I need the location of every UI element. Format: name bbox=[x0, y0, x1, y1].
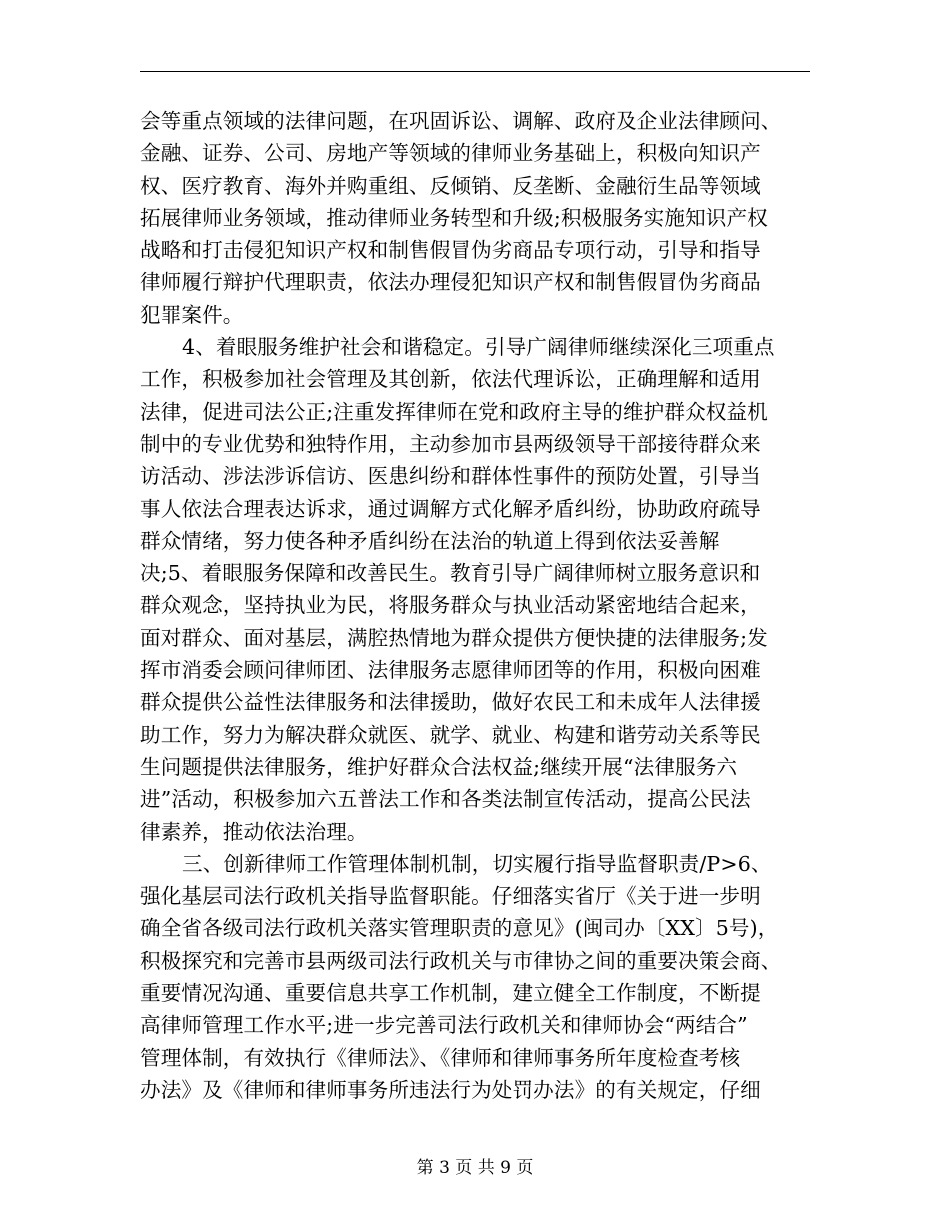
text-line: 挥市消委会顾问律师团、法律服务志愿律师团等的作用，积极向困难 bbox=[140, 658, 761, 683]
text-line: 权、医疗教育、海外并购重组、反倾销、反垄断、金融衍生品等领域 bbox=[140, 173, 761, 198]
text-line: 律师履行辩护代理职责，依法办理侵犯知识产权和制售假冒伪劣商品 bbox=[140, 270, 761, 295]
paragraph-start-line: 4、着眼服务维护社会和谐稳定。引导广阔律师继续深化三项重点 bbox=[182, 335, 775, 360]
text-line: 法律，促进司法公正;注重发挥律师在党和政府主导的维护群众权益机 bbox=[140, 399, 768, 424]
text-line: 办法》及《律师和律师事务所违法行为处罚办法》的有关规定，仔细 bbox=[140, 1077, 761, 1102]
header-rule bbox=[140, 71, 810, 72]
text-line: 制中的专业优势和独特作用，主动参加市县两级领导干部接待群众来 bbox=[140, 431, 761, 456]
page-number-footer: 第 3 页 共 9 页 bbox=[416, 1158, 534, 1178]
text-line: 会等重点领域的法律问题，在巩固诉讼、调解、政府及企业法律顾问、 bbox=[140, 109, 782, 133]
text-line: 战略和打击侵犯知识产权和制售假冒伪劣商品专项行动，引导和指导 bbox=[140, 238, 761, 263]
text-line: 访活动、涉法涉诉信访、医患纠纷和群体性事件的预防处置，引导当 bbox=[140, 464, 761, 489]
text-line: 群众观念，坚持执业为民，将服务群众与执业活动紧密地结合起来， bbox=[140, 593, 761, 618]
text-line: 犯罪案件。 bbox=[140, 302, 244, 327]
section-heading-line: 三、创新律师工作管理体制机制，切实履行指导监督职责/P>6、 bbox=[182, 851, 772, 876]
text-line: 面对群众、面对基层，满腔热情地为群众提供方便快捷的法律服务;发 bbox=[140, 625, 768, 650]
text-line: 事人依法合理表达诉求，通过调解方式化解矛盾纠纷，协助政府疏导 bbox=[140, 496, 761, 521]
text-line: 强化基层司法行政机关指导监督职能。仔细落实省厅《关于进一步明 bbox=[140, 884, 761, 909]
text-line: 生问题提供法律服务，维护好群众合法权益;继续开展“法律服务六 bbox=[140, 754, 738, 779]
text-line: 律素养，推动依法治理。 bbox=[140, 819, 368, 844]
text-line: 管理体制，有效执行《律师法》、《律师和律师事务所年度检查考核 bbox=[140, 1045, 741, 1070]
text-line: 积极探究和完善市县两级司法行政机关与市律协之间的重要决策会商、 bbox=[140, 948, 782, 973]
text-line: 金融、证券、公司、房地产等领域的律师业务基础上，积极向知识产 bbox=[140, 141, 761, 166]
text-line: 确全省各级司法行政机关落实管理职责的意见》(闽司办〔XX〕5号)， bbox=[140, 916, 779, 941]
body-text bbox=[140, 105, 820, 1106]
text-line: 群众情绪，努力使各种矛盾纠纷在法治的轨道上得到依法妥善解 bbox=[140, 528, 720, 553]
text-line: 群众提供公益性法律服务和法律援助，做好农民工和未成年人法律援 bbox=[140, 690, 761, 715]
text-line: 重要情况沟通、重要信息共享工作机制，建立健全工作制度，不断提 bbox=[140, 981, 761, 1006]
text-line: 高律师管理工作水平;进一步完善司法行政机关和律师协会“两结合” bbox=[140, 1013, 748, 1038]
text-line: 拓展律师业务领域，推动律师业务转型和升级;积极服务实施知识产权 bbox=[140, 205, 768, 230]
text-line: 工作，积极参加社会管理及其创新，依法代理诉讼，正确理解和适用 bbox=[140, 367, 761, 392]
text-line: 进”活动，积极参加六五普法工作和各类法制宣传活动，提高公民法 bbox=[140, 787, 751, 812]
text-line: 决;5、着眼服务保障和改善民生。教育引导广阔律师树立服务意识和 bbox=[140, 561, 761, 586]
text-line: 助工作，努力为解决群众就医、就学、就业、构建和谐劳动关系等民 bbox=[140, 722, 761, 747]
